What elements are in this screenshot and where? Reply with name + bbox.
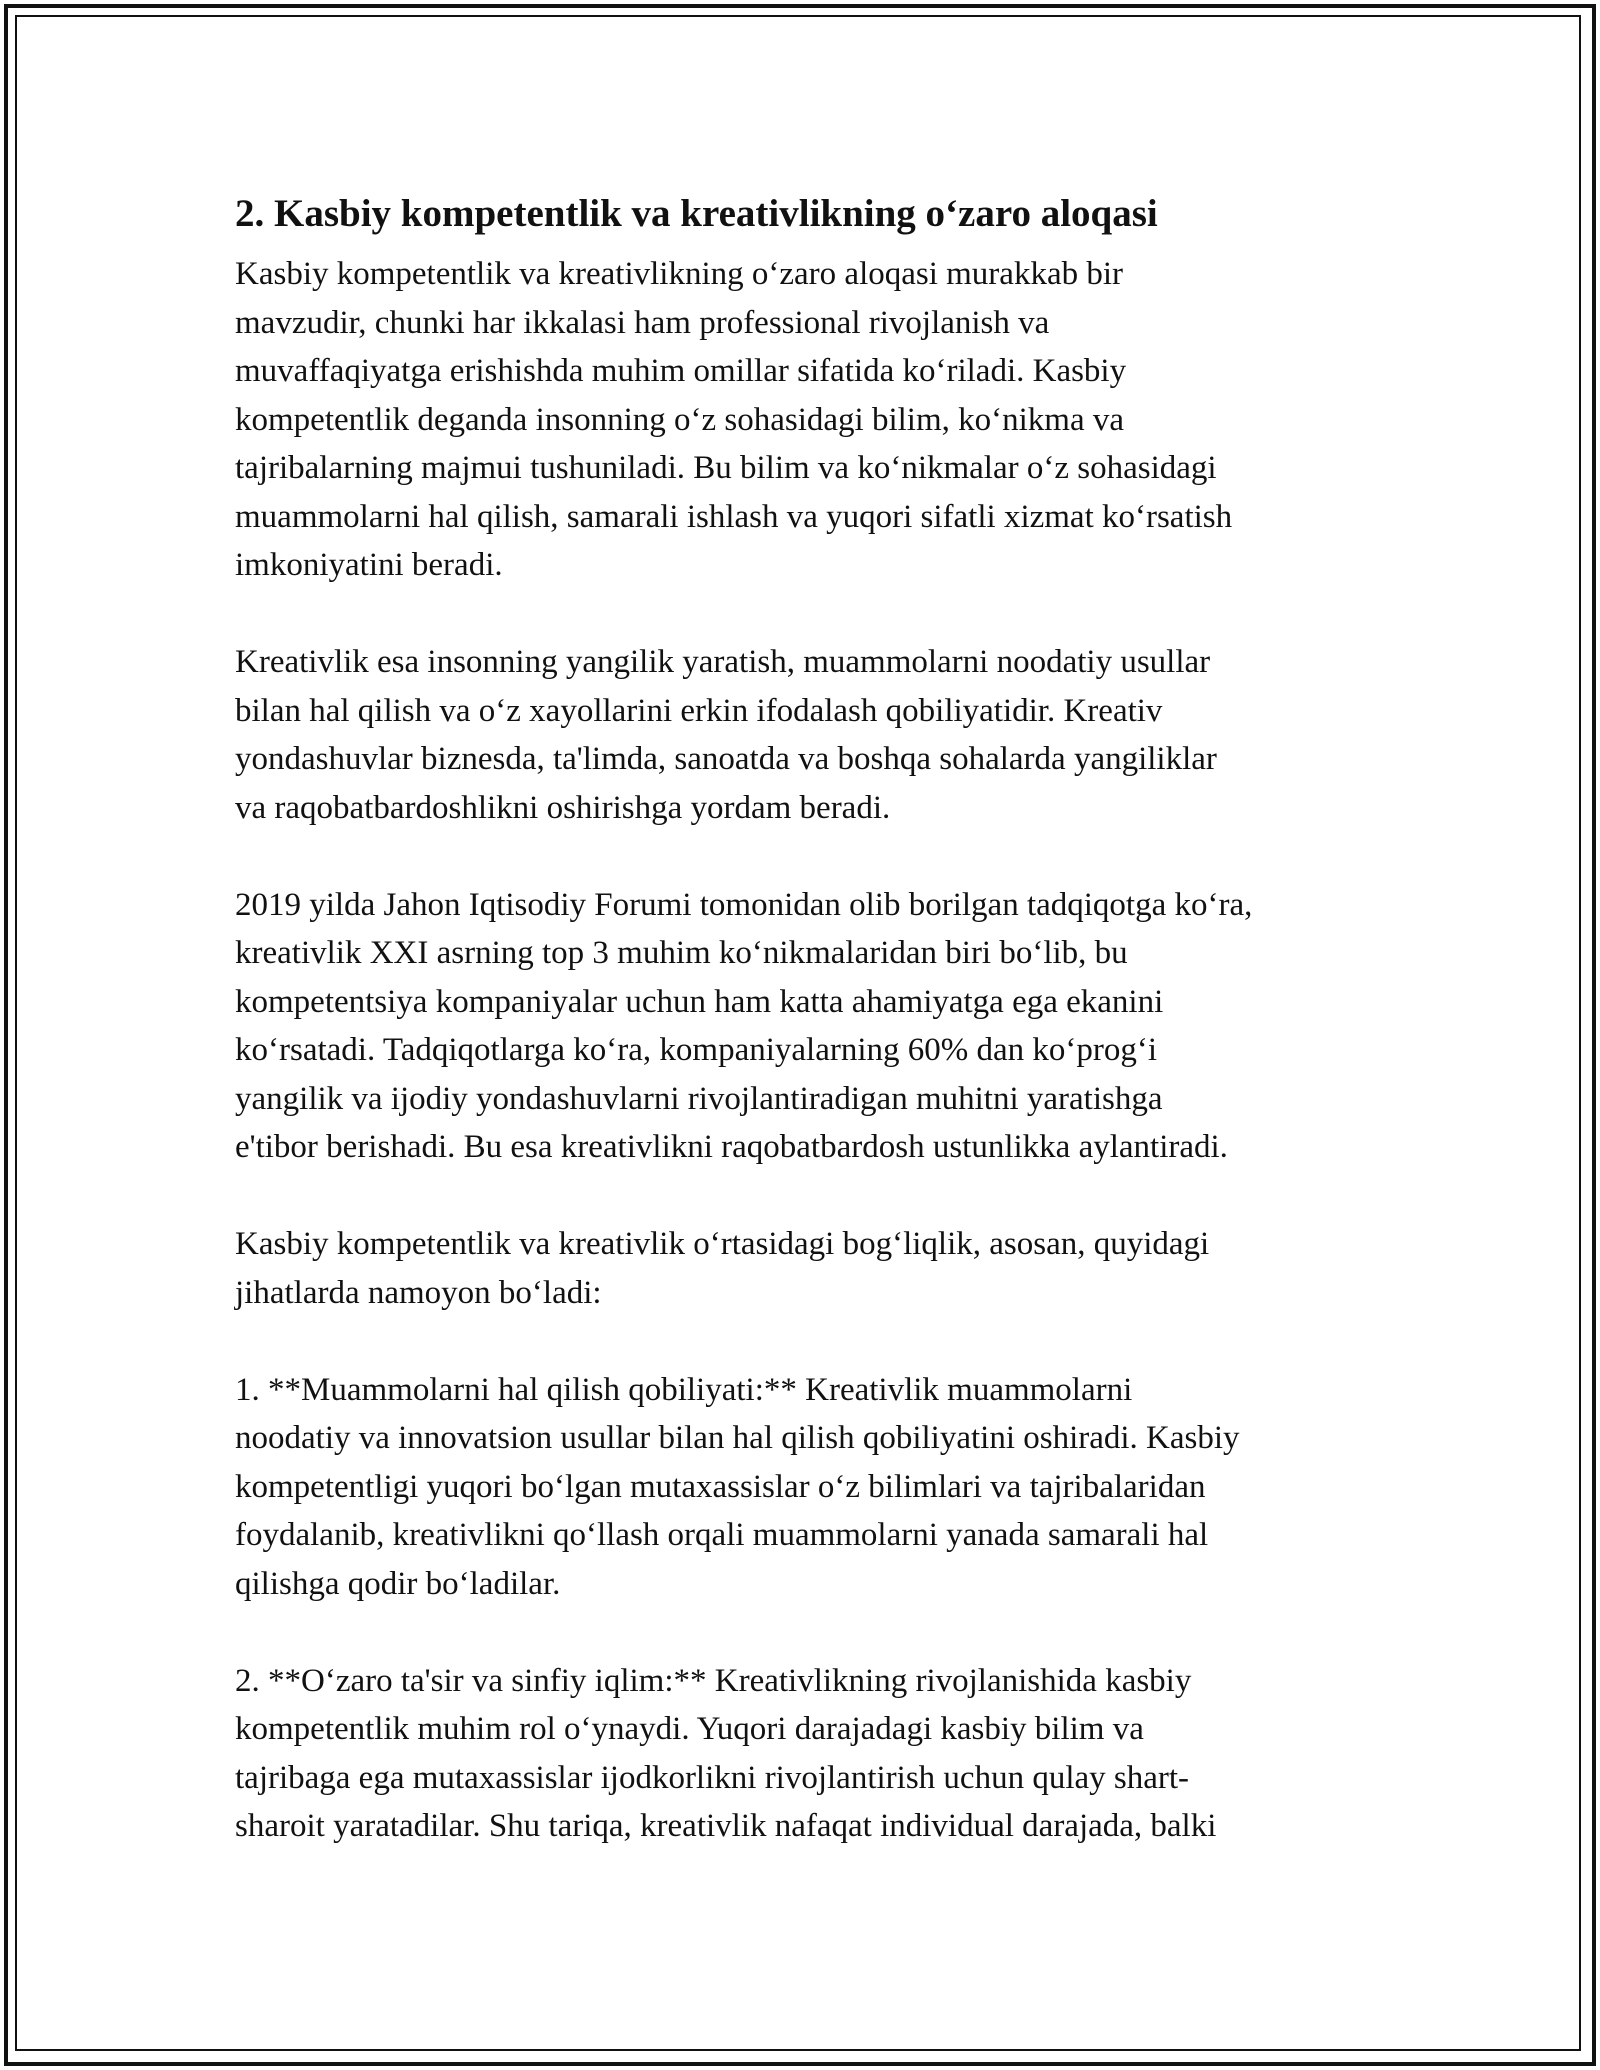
text-line: Kasbiy kompetentlik va kreativlik o‘rtasidagi bog‘liqlik, asosan, quyidagi bbox=[235, 1226, 1210, 1262]
text-line: sharoit yaratadilar. Shu tariqa, kreativlik nafaqat individual darajada, balki bbox=[235, 1808, 1217, 1844]
text-line: e'tibor berishadi. Bu esa kreativlikni raqobatbardosh ustunlikka aylantiradi. bbox=[235, 1129, 1228, 1165]
text-line: va raqobatbardoshlikni oshirishga yordam beradi. bbox=[235, 789, 891, 826]
document-body bbox=[235, 250, 1375, 1851]
text-line: muammolarni hal qilish, samarali ishlash va yuqori sifatli xizmat ko‘rsatish bbox=[235, 498, 1233, 535]
text-line: noodatiy va innovatsion usullar bilan hal qilish qobiliyatini oshiradi. Kasbiy bbox=[235, 1420, 1240, 1456]
text-line: tajribaga ega mutaxassislar ijodkorlikni rivojlantirish uchun qulay shart- bbox=[235, 1759, 1190, 1796]
paragraph-spacer bbox=[235, 1317, 1375, 1366]
paragraph-spacer bbox=[235, 590, 1375, 639]
text-line: bilan hal qilish va o‘z xayollarini erkin ifodalash qobiliyatidir. Kreativ bbox=[235, 692, 1163, 729]
section-heading: 2. Kasbiy kompetentlik va kreativlikning o‘zaro aloqasi bbox=[235, 192, 1158, 235]
text-line: kompetentligi yuqori bo‘lgan mutaxassislar o‘z bilimlari va tajribalaridan bbox=[235, 1468, 1206, 1505]
text-line: kompetentlik deganda insonning o‘z sohasidagi bilim, ko‘nikma va bbox=[235, 401, 1125, 438]
paragraph-1 bbox=[235, 250, 1375, 590]
text-line: kompetentlik muhim rol o‘ynaydi. Yuqori darajadagi kasbiy bilim va bbox=[235, 1711, 1144, 1747]
text-line: yondashuvlar biznesda, ta'limda, sanoatda va boshqa sohalarda yangiliklar bbox=[235, 741, 1217, 777]
paragraph-4 bbox=[235, 1220, 1375, 1317]
text-line: yangilik va ijodiy yondashuvlarni rivojlantiradigan muhitni yaratishga bbox=[235, 1080, 1163, 1117]
paragraph-spacer bbox=[235, 1608, 1375, 1657]
text-line: 1. **Muammolarni hal qilish qobiliyati:** Kreativlik muammolarni bbox=[235, 1371, 1133, 1408]
text-line: Kasbiy kompetentlik va kreativlikning o‘zaro aloqasi murakkab bir bbox=[235, 256, 1124, 292]
paragraph-spacer bbox=[235, 832, 1375, 881]
text-line: muvaffaqiyatga erishishda muhim omillar sifatida ko‘riladi. Kasbiy bbox=[235, 353, 1127, 389]
document-page bbox=[235, 184, 1375, 1851]
text-line: tajribalarning majmui tushuniladi. Bu bilim va ko‘nikmalar o‘z sohasidagi bbox=[235, 450, 1217, 486]
text-line: Kreativlik esa insonning yangilik yaratish, muammolarni noodatiy usullar bbox=[235, 644, 1211, 680]
paragraph-spacer bbox=[235, 1172, 1375, 1221]
text-line: 2. **O‘zaro ta'sir va sinfiy iqlim:** Kreativlikning rivojlanishida kasbiy bbox=[235, 1662, 1192, 1699]
paragraph-3 bbox=[235, 881, 1375, 1172]
list-item-1 bbox=[235, 1366, 1375, 1609]
list-item-2 bbox=[235, 1657, 1375, 1851]
text-line: 2019 yilda Jahon Iqtisodiy Forumi tomonidan olib borilgan tadqiqotga ko‘ra, bbox=[235, 886, 1253, 923]
text-line: mavzudir, chunki har ikkalasi ham professional rivojlanish va bbox=[235, 304, 1050, 341]
text-line: imkoniyatini beradi. bbox=[235, 547, 503, 583]
text-line: kreativlik XXI asrning top 3 muhim ko‘nikmalaridan biri bo‘lib, bu bbox=[235, 935, 1128, 971]
text-line: qilishga qodir bo‘ladilar. bbox=[235, 1565, 561, 1602]
text-line: jihatlarda namoyon bo‘ladi: bbox=[235, 1274, 602, 1311]
text-line: foydalanib, kreativlikni qo‘llash orqali muammolarni yanada samarali hal bbox=[235, 1517, 1209, 1553]
paragraph-2 bbox=[235, 638, 1375, 832]
text-line: kompetentsiya kompaniyalar uchun ham katta ahamiyatga ega ekanini bbox=[235, 983, 1164, 1020]
text-line: ko‘rsatadi. Tadqiqotlarga ko‘ra, kompaniyalarning 60% dan ko‘prog‘i bbox=[235, 1032, 1158, 1068]
